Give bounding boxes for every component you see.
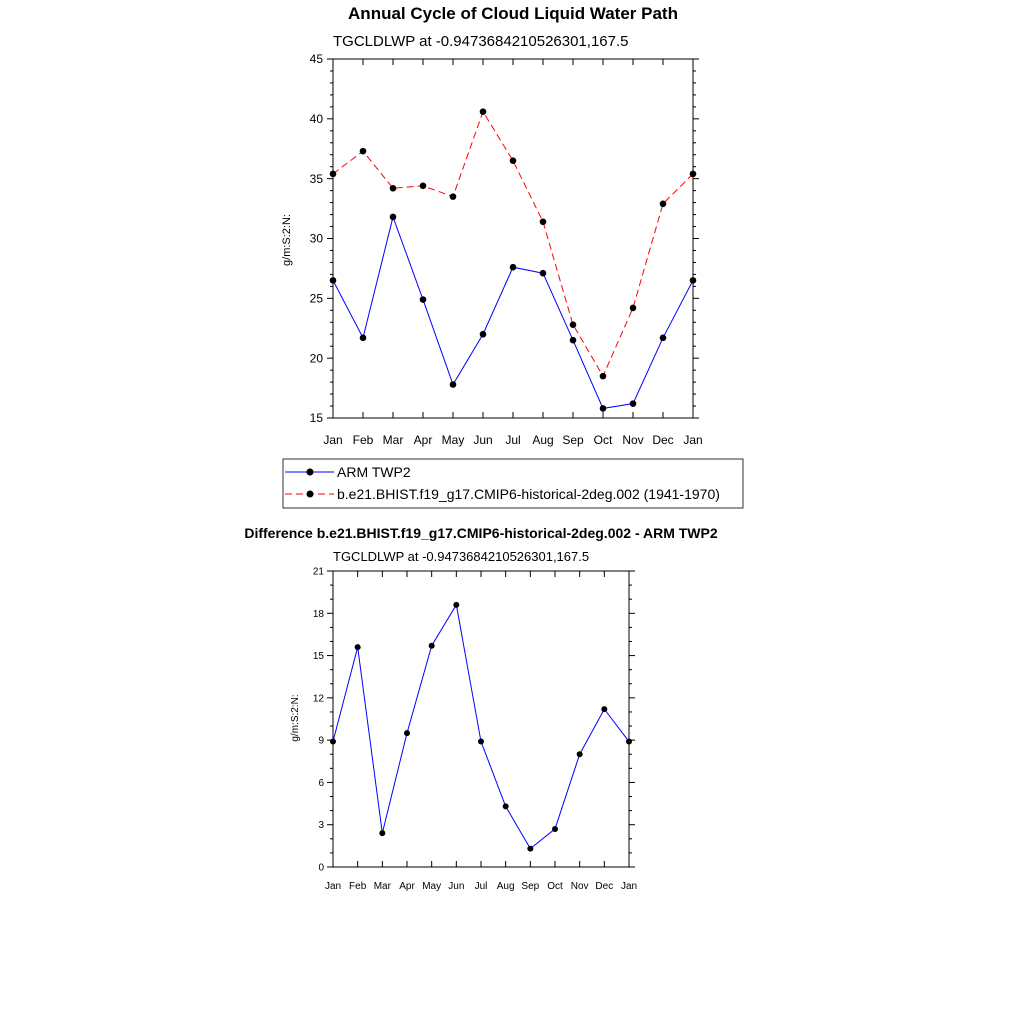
chart2-ticks (327, 571, 635, 867)
data-point (690, 277, 697, 284)
chart2-x-tick-labels (325, 881, 637, 892)
y-tick-label: 25 (309, 291, 323, 306)
x-tick-label: Dec (595, 881, 614, 892)
data-point (601, 706, 607, 712)
chart1-y-tick-labels (310, 52, 324, 425)
legend-marker-model (307, 491, 314, 498)
chart-annual-cycle (281, 4, 743, 508)
x-tick-label: Jan (323, 433, 343, 447)
y-tick-label: 35 (309, 171, 323, 186)
chart1-ticks (327, 59, 699, 418)
data-point (630, 305, 637, 312)
data-point (660, 200, 667, 207)
x-tick-label: Jun (448, 881, 465, 892)
data-point (429, 643, 435, 649)
x-tick-label: Sep (562, 433, 584, 447)
x-tick-label: Jan (683, 433, 703, 447)
data-point (478, 739, 484, 745)
data-point (690, 171, 697, 178)
data-point (480, 108, 487, 115)
y-tick-label: 21 (312, 566, 324, 578)
data-point (450, 193, 457, 200)
x-tick-label: Jul (474, 881, 488, 892)
data-point (450, 381, 457, 388)
data-point (330, 277, 337, 284)
chart1-x-tick-labels (323, 433, 702, 447)
x-tick-label: Apr (413, 433, 433, 447)
chart2-ylabel: g/m:S:2:N: (290, 694, 301, 742)
chart2-title: Difference b.e21.BHIST.f19_g17.CMIP6-historical-2deg.002 - ARM TWP2 (244, 525, 718, 541)
y-tick-label: 12 (312, 693, 324, 705)
data-point (577, 751, 583, 757)
x-tick-label: Oct (547, 881, 563, 892)
series-line-0 (333, 605, 629, 849)
x-tick-label: Oct (593, 433, 613, 447)
chart1-plot-frame (333, 59, 693, 418)
data-point (660, 335, 667, 342)
x-tick-label: Jun (473, 433, 493, 447)
data-point (379, 830, 385, 836)
y-tick-label: 3 (318, 820, 324, 832)
data-point (600, 405, 607, 412)
chart1-subtitle: TGCLDLWP at -0.9473684210526301,167.5 (333, 33, 629, 50)
data-point (330, 171, 337, 178)
data-point (510, 157, 517, 164)
x-tick-label: Aug (496, 881, 515, 892)
series-line-0 (333, 217, 693, 408)
data-point (570, 337, 577, 344)
chart1-ylabel: g/m:S:2:N: (281, 214, 293, 266)
legend-label-arm: ARM TWP2 (337, 464, 411, 480)
y-tick-label: 20 (309, 351, 323, 366)
data-point (390, 185, 397, 192)
data-point (527, 846, 533, 852)
series-line-1 (333, 112, 693, 376)
x-tick-label: May (441, 433, 465, 447)
chart-difference (244, 525, 717, 892)
chart1-title: Annual Cycle of Cloud Liquid Water Path (348, 4, 678, 23)
data-point (540, 218, 547, 225)
y-tick-label: 9 (318, 735, 324, 747)
x-tick-label: Jan (324, 881, 342, 892)
data-point (420, 296, 427, 303)
x-tick-label: Feb (349, 881, 367, 892)
x-tick-label: Nov (570, 881, 589, 892)
y-tick-label: 0 (318, 862, 324, 874)
legend-label-model: b.e21.BHIST.f19_g17.CMIP6-historical-2deg.002 (1941-1970) (337, 486, 720, 502)
x-tick-label: Nov (622, 433, 644, 447)
data-point (626, 739, 632, 745)
y-tick-label: 15 (309, 411, 323, 426)
chart1-legend (283, 459, 743, 508)
x-tick-label: Apr (399, 881, 415, 892)
y-tick-label: 40 (309, 112, 323, 127)
data-point (330, 739, 336, 745)
data-point (570, 321, 577, 328)
data-point (600, 373, 607, 380)
data-point (630, 400, 637, 407)
chart2-subtitle: TGCLDLWP at -0.9473684210526301,167.5 (333, 549, 590, 564)
x-tick-label: Jan (620, 881, 638, 892)
y-tick-label: 6 (318, 777, 324, 789)
chart2-series (330, 602, 632, 852)
data-point (510, 264, 517, 271)
y-tick-label: 30 (309, 231, 323, 246)
y-tick-label: 15 (312, 651, 324, 663)
data-point (390, 214, 397, 221)
x-tick-label: Dec (652, 433, 674, 447)
x-tick-label: Sep (521, 881, 540, 892)
x-tick-label: Feb (352, 433, 374, 447)
y-tick-label: 18 (312, 608, 324, 620)
chart2-y-tick-labels (313, 567, 325, 874)
data-point (360, 335, 367, 342)
data-point (420, 183, 427, 190)
chart2-plot-frame (333, 571, 629, 867)
y-tick-label: 45 (309, 52, 323, 67)
data-point (404, 730, 410, 736)
data-point (552, 826, 558, 832)
data-point (480, 331, 487, 338)
chart1-series (330, 108, 697, 411)
x-tick-label: Mar (382, 433, 404, 447)
data-point (503, 803, 509, 809)
data-point (453, 602, 459, 608)
data-point (360, 148, 367, 155)
x-tick-label: May (422, 881, 442, 892)
legend-marker-arm (307, 469, 314, 476)
data-point (540, 270, 547, 277)
x-tick-label: Jul (505, 433, 521, 447)
data-point (355, 644, 361, 650)
x-tick-label: Mar (373, 881, 391, 892)
x-tick-label: Aug (532, 433, 554, 447)
